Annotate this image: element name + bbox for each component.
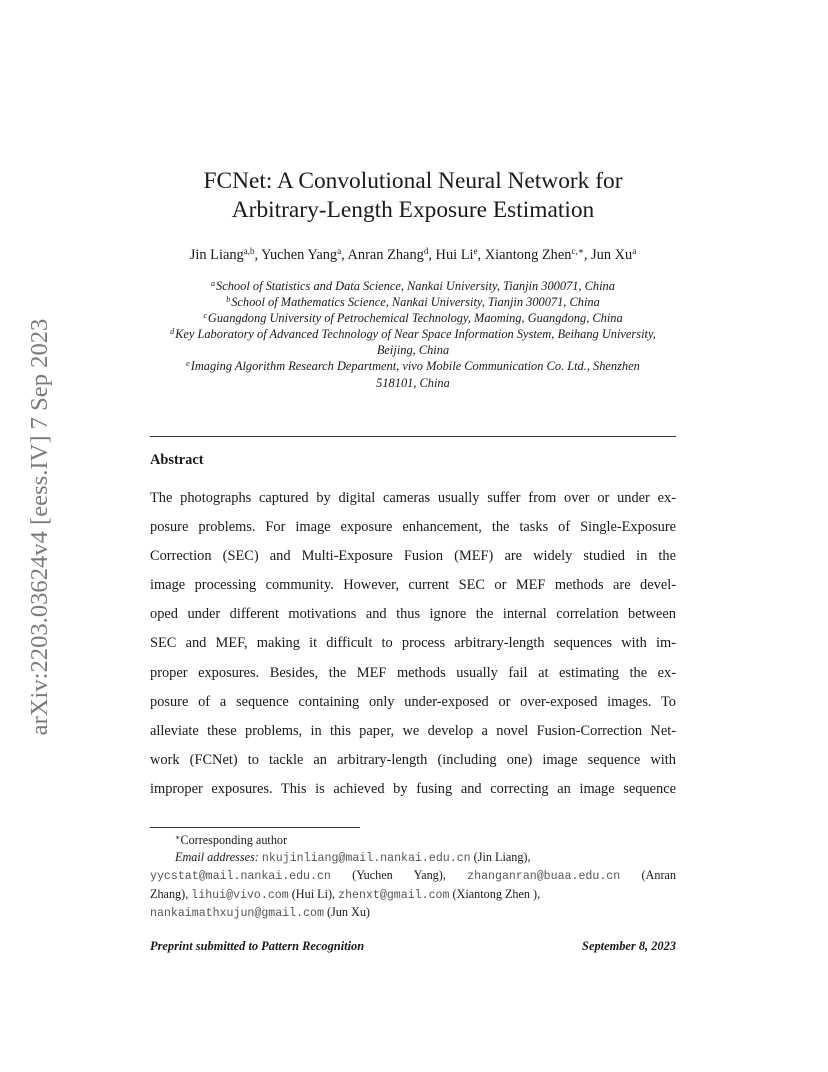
abstract-line: Correction (SEC) and Multi-Exposure Fusion (MEF) are widely studied in the (150, 548, 676, 565)
affiliation-line (150, 310, 676, 326)
arxiv-identifier-stamp: arXiv:2203.03624v4 [eess.IV] 7 Sep 2023 (26, 318, 53, 736)
affiliation-line (150, 326, 676, 342)
email-owner: Zhang), (150, 886, 189, 901)
corresponding-mark: ∗ (175, 833, 181, 842)
author-separator: , (254, 247, 262, 263)
affiliation-label: c (203, 311, 207, 321)
email-link[interactable]: lihui@vivo.com (191, 888, 289, 902)
email-line (150, 867, 676, 886)
abstract-line: work (FCNet) to tackle an arbitrary-length (including one) image sequence with (150, 751, 676, 768)
email-link[interactable]: zhanganran@buaa.edu.cn (467, 870, 621, 883)
email-link[interactable]: nankaimathxujun@gmail.com (150, 907, 324, 920)
email-owner: (Hui Li), (291, 886, 336, 901)
section-divider (150, 436, 676, 437)
email-link[interactable]: zhenxt@gmail.com (338, 888, 450, 902)
author-name: Anran Zhang (347, 247, 424, 263)
email-label: Email addresses: (175, 849, 259, 864)
title-line-2: Arbitrary-Length Exposure Estimation (231, 197, 595, 223)
author-affiliation-mark: a (632, 246, 637, 256)
affiliation-line (150, 278, 676, 294)
title-line-1: FCNet: A Convolutional Neural Network for (203, 168, 623, 194)
corresponding-author-text: Corresponding author (180, 833, 288, 847)
abstract-line: oped under different motivations and thus ignore the internal correlation between (150, 606, 676, 623)
author-affiliation-mark: a (337, 246, 342, 256)
abstract-line: improper exposures. This is achieved by fusing and correcting an image sequence (150, 780, 676, 797)
email-owner: (Yuchen Yang), (352, 868, 446, 882)
abstract-body (150, 484, 676, 804)
author-affiliation-mark: e (473, 246, 478, 256)
preprint-date: September 8, 2023 (582, 939, 676, 953)
affiliation-label: e (186, 359, 190, 369)
email-line (150, 886, 676, 905)
author-separator: , (341, 247, 348, 263)
preprint-note: Preprint submitted to Pattern Recognition (150, 939, 365, 953)
author-name: Jin Liang (189, 247, 244, 263)
author-name: Yuchen Yang (261, 247, 338, 263)
email-owner: (Jun Xu) (326, 905, 370, 919)
abstract-line: The photographs captured by digital cameras usually suffer from over or under ex- (150, 490, 676, 506)
affiliation-text: 518101, China (376, 375, 450, 390)
author-separator: , (583, 247, 592, 263)
abstract-line: alleviate these problems, in this paper, we develop a novel Fusion-Correction Net- (150, 722, 676, 739)
affiliation-text: Key Laboratory of Advanced Technology of Near Space Information System, Beihang University, (175, 327, 656, 342)
email-owner: (Anran (641, 868, 676, 882)
author-separator: , (477, 247, 485, 263)
affiliation-label: a (211, 279, 216, 288)
email-link[interactable]: yycstat@mail.nankai.edu.cn (150, 870, 331, 883)
affiliation-line (150, 294, 676, 310)
abstract-line: posure problems. For image exposure enhancement, the tasks of Single-Exposure (150, 519, 676, 536)
affiliation-text: School of Statistics and Data Science, Nankai University, Tianjin 300071, China (216, 279, 615, 293)
footnote (150, 832, 676, 923)
email-owner: (Jin Liang), (473, 849, 531, 864)
abstract-line: image processing community. However, current SEC or MEF methods are devel- (150, 577, 676, 594)
affiliation-label: d (170, 327, 175, 337)
affiliation-list (150, 278, 676, 391)
affiliation-text: Beijing, China (376, 343, 450, 358)
email-line (150, 849, 676, 868)
abstract-heading: Abstract (150, 452, 204, 468)
paper-title (150, 167, 676, 225)
email-line (150, 904, 676, 923)
abstract-line: posure of a sequence containing only under-exposed or over-exposed images. To (150, 693, 676, 710)
email-link[interactable]: nkujinliang@mail.nankai.edu.cn (261, 851, 471, 865)
author-name: Xiantong Zhen (484, 247, 572, 263)
author-affiliation-mark: d (423, 246, 429, 256)
footnote-divider (150, 827, 360, 828)
abstract-line: proper exposures. Besides, the MEF methods usually fail at estimating the ex- (150, 664, 676, 681)
email-owner: (Xiantong Zhen ), (452, 886, 541, 901)
affiliation-line (150, 358, 676, 374)
affiliation-line (150, 342, 676, 358)
author-affiliation-mark: a,b (243, 246, 255, 256)
affiliation-line (150, 375, 676, 391)
affiliation-text: Guangdong University of Petrochemical Technology, Maoming, Guangdong, China (207, 311, 623, 326)
affiliation-label: b (226, 295, 231, 305)
author-name: Jun Xu (591, 247, 633, 263)
affiliation-text: Imaging Algorithm Research Department, vivo Mobile Communication Co. Ltd., Shenzhen (190, 359, 640, 374)
author-separator: , (428, 247, 436, 263)
affiliation-text: School of Mathematics Science, Nankai University, Tianjin 300071, China (231, 295, 600, 310)
author-list (150, 246, 676, 264)
corresponding-author-note (150, 832, 676, 849)
abstract-line: SEC and MEF, making it difficult to process arbitrary-length sequences with im- (150, 635, 676, 652)
author-affiliation-mark: c,∗ (571, 246, 584, 256)
author-name: Hui Li (435, 247, 474, 263)
